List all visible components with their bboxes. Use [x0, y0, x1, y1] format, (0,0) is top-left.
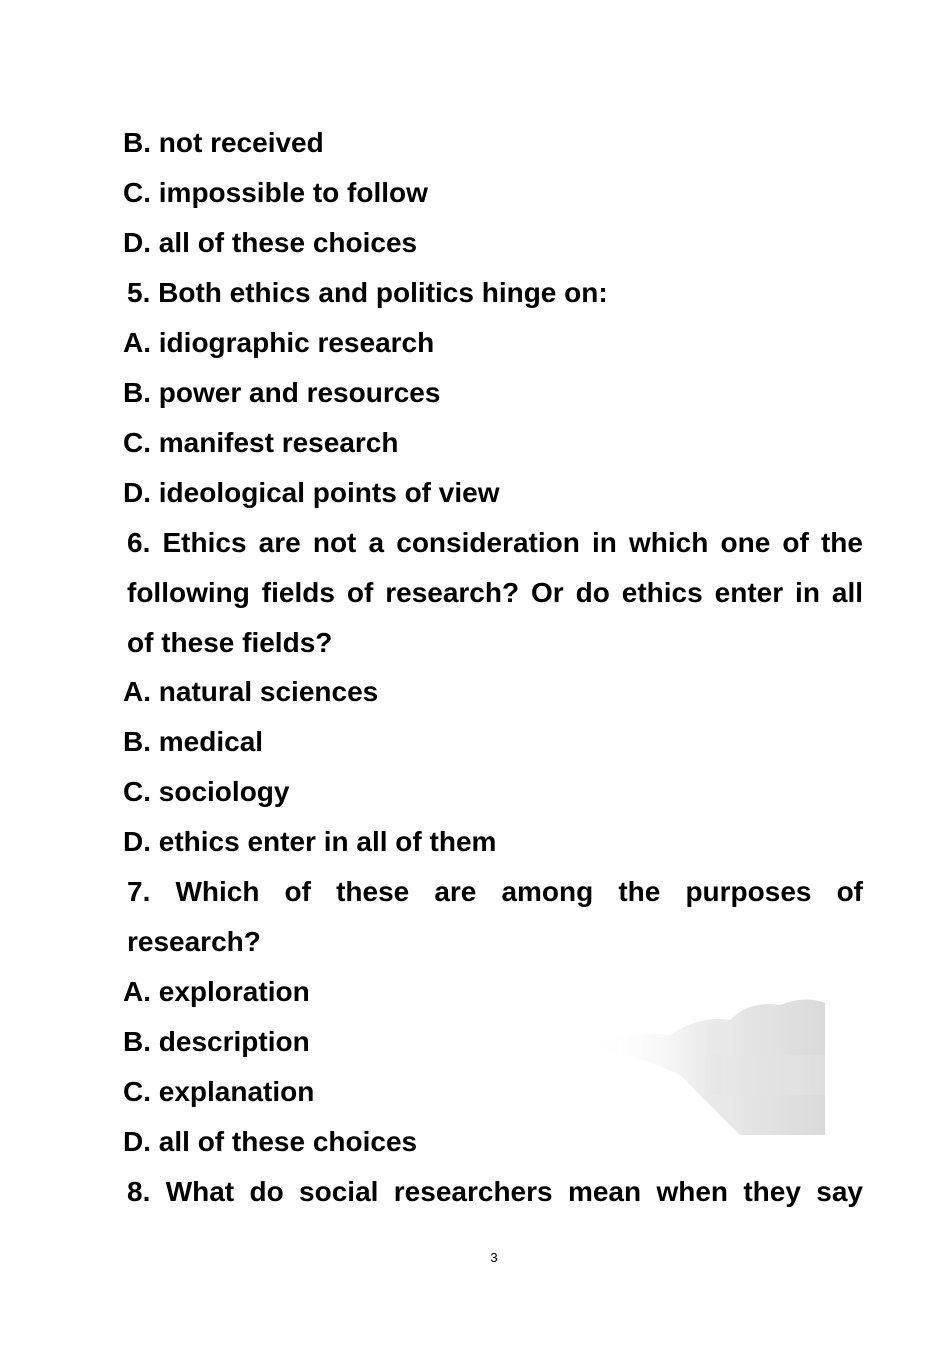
question-text: 8. What do social researchers mean when they say: [127, 1176, 863, 1207]
page-number: 3: [490, 1250, 498, 1265]
landscape-watermark-image: [590, 995, 825, 1135]
answer-option: A. exploration: [123, 976, 310, 1007]
answer-option: B. description: [123, 1026, 310, 1057]
answer-option: D. all of these choices: [123, 1126, 418, 1157]
answer-option: A. idiographic research: [123, 327, 435, 358]
question-text: research?: [127, 926, 261, 957]
answer-option: B. not received: [123, 127, 324, 158]
answer-option: D. ethics enter in all of them: [123, 826, 497, 857]
answer-option: D. all of these choices: [123, 227, 418, 258]
answer-option: D. ideological points of view: [123, 477, 500, 508]
question-text: 7. Which of these are among the purposes of: [127, 876, 863, 907]
answer-option: C. sociology: [123, 776, 290, 807]
question-text: following fields of research? Or do ethics enter in all: [127, 577, 863, 608]
question-text: 6. Ethics are not a consideration in which one of the: [127, 527, 863, 558]
answer-option: C. manifest research: [123, 427, 399, 458]
answer-option: B. power and resources: [123, 377, 441, 408]
question-text: 5. Both ethics and politics hinge on:: [127, 277, 608, 308]
answer-option: C. explanation: [123, 1076, 315, 1107]
answer-option: A. natural sciences: [123, 676, 379, 707]
question-text: of these fields?: [127, 627, 333, 658]
answer-option: B. medical: [123, 726, 264, 757]
answer-option: C. impossible to follow: [123, 177, 428, 208]
